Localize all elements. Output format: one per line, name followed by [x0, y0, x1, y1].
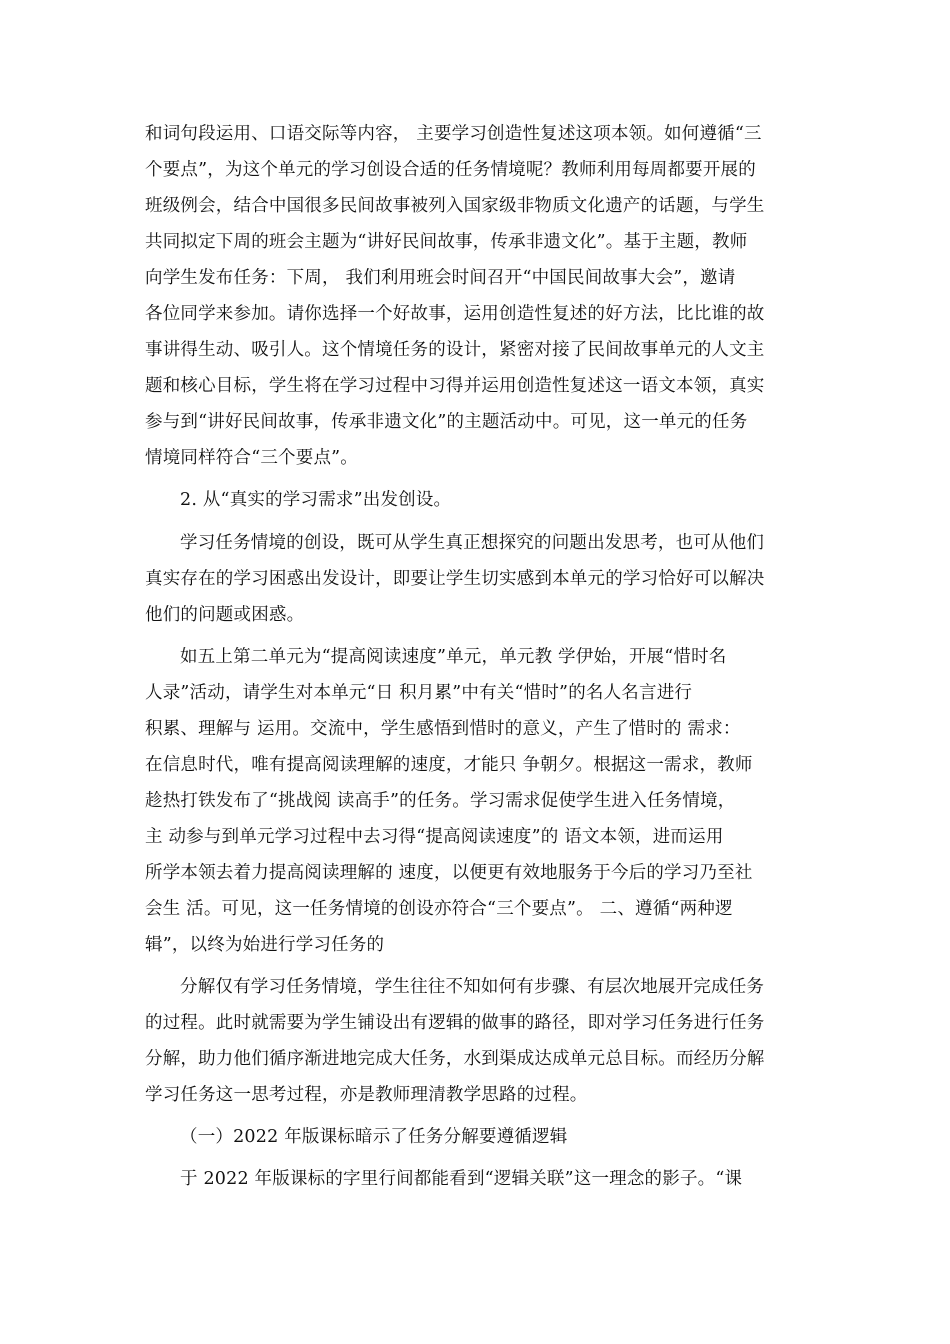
text-line: 真实存在的学习困惑出发设计，即要让学生切实感到本单元的学习恰好可以解决	[145, 569, 765, 589]
text-line: 各位同学来参加。请你选择一个好故事，运用创造性复述的好方法，比比谁的故	[145, 304, 765, 324]
text-line: 共同拟定下周的班会主题为“讲好民间故事，传承非遗文化”。基于主题，教师	[145, 232, 748, 252]
text-line: 的过程。此时就需要为学生铺设出有逻辑的做事的路径，即对学习任务进行任务	[145, 1013, 765, 1033]
text-line: 题和核心目标，学生将在学习过程中习得并运用创造性复述这一语文本领，真实	[145, 376, 765, 396]
text-line: 会生 活。可见，这一任务情境的创设亦符合“三个要点”。 二、遵循“两种逻	[145, 899, 733, 919]
text-line: 参与到“讲好民间故事，传承非遗文化”的主题活动中。可见，这一单元的任务	[145, 412, 748, 432]
text-line: 个要点”，为这个单元的学习创设合适的任务情境呢？教师利用每周都要开展的	[145, 160, 756, 180]
text-line: 向学生发布任务：下周， 我们利用班会时间召开“中国民间故事大会”，邀请	[145, 268, 736, 288]
text-line: 班级例会，结合中国很多民间故事被列入国家级非物质文化遗产的话题，与学生	[145, 196, 765, 216]
text-line: 学习任务情境的创设，既可从学生真正想探究的问题出发思考，也可从他们	[180, 533, 765, 553]
subsection-heading: （一）2022 年版课标暗示了任务分解要遵循逻辑	[180, 1127, 568, 1147]
text-line: 分解，助力他们循序渐进地完成大任务，水到渠成达成单元总目标。而经历分解	[145, 1049, 765, 1069]
text-line: 他们的问题或困惑。	[145, 605, 305, 625]
text-line: 趁热打铁发布了“挑战阅 读高手”的任务。学习需求促使学生进入任务情境，	[145, 791, 736, 811]
text-line: 主 动参与到单元学习过程中去习得“提高阅读速度”的 语文本领，进而运用	[145, 827, 724, 847]
section-heading: 2. 从“真实的学习需求”出发创设。	[180, 490, 452, 510]
text-line: 分解仅有学习任务情境，学生往往不知如何有步骤、有层次地展开完成任务	[180, 977, 765, 997]
text-line: 情境同样符合“三个要点”。	[145, 448, 358, 468]
text-line: 和词句段运用、口语交际等内容， 主要学习创造性复述这项本领。如何遵循“三	[145, 124, 762, 144]
text-line: 事讲得生动、吸引人。这个情境任务的设计，紧密对接了民间故事单元的人文主	[145, 340, 765, 360]
text-line: 人录”活动，请学生对本单元“日 积月累”中有关“惜时”的名人名言进行	[145, 683, 693, 703]
text-line: 在信息时代，唯有提高阅读理解的速度，才能只 争朝夕。根据这一需求，教师	[145, 755, 753, 775]
text-line: 积累、理解与 运用。交流中，学生感悟到惜时的意义，产生了惜时的 需求：	[145, 719, 741, 739]
text-line: 如五上第二单元为“提高阅读速度”单元，单元教 学伊始，开展“惜时名	[180, 647, 727, 667]
text-line: 所学本领去着力提高阅读理解的 速度，以便更有效地服务于今后的学习乃至社	[145, 863, 753, 883]
text-line: 于 2022 年版课标的字里行间都能看到“逻辑关联”这一理念的影子。“课	[180, 1169, 743, 1189]
text-line: 学习任务这一思考过程，亦是教师理清教学思路的过程。	[145, 1085, 588, 1105]
text-line: 辑”，以终为始进行学习任务的	[145, 935, 385, 955]
